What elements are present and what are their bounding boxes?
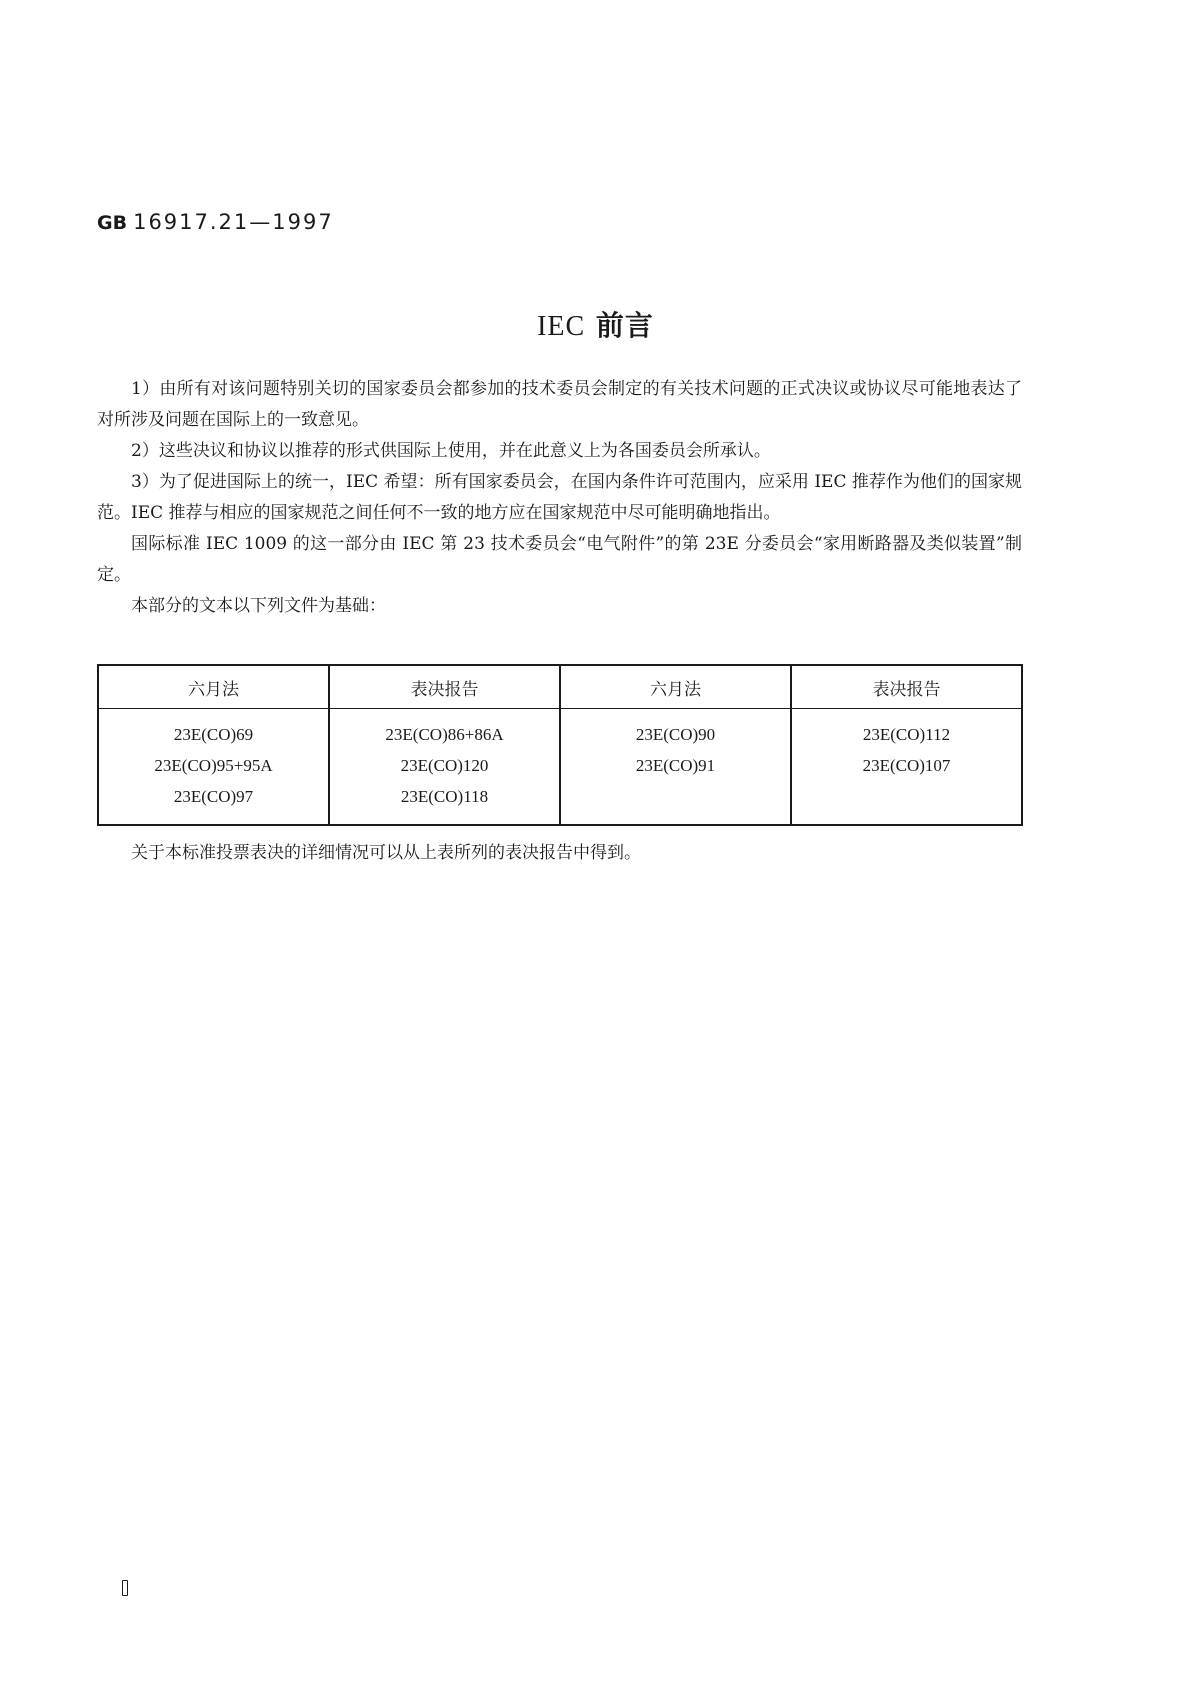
table-row bbox=[98, 709, 1022, 825]
table-cell bbox=[329, 709, 560, 825]
table-note: 关于本标准投票表决的详细情况可以从上表所列的表决报告中得到。 bbox=[131, 843, 641, 863]
paragraph-5: 本部分的文本以下列文件为基础： bbox=[131, 596, 386, 616]
document-ref: 23E(CO)95+95A bbox=[154, 756, 273, 775]
body-text bbox=[97, 374, 1022, 622]
document-ref: 23E(CO)91 bbox=[635, 756, 716, 775]
page-title bbox=[0, 304, 1191, 344]
table-cell bbox=[560, 709, 791, 825]
standard-code: 16917.21—1997 bbox=[133, 210, 334, 234]
document-ref: 23E(CO)120 bbox=[400, 756, 489, 775]
table-cell bbox=[98, 709, 329, 825]
standard-number bbox=[97, 210, 334, 234]
table-header-cell: 六月法 bbox=[560, 665, 791, 709]
title-main: 前言 bbox=[595, 309, 654, 342]
table-cell bbox=[791, 709, 1022, 825]
document-ref: 23E(CO)107 bbox=[862, 756, 951, 775]
paragraph-1: 1）由所有对该问题特别关切的国家委员会都参加的技术委员会制定的有关技术问题的正式决议或协议尽可能地表达了对所涉及问题在国际上的一致意见。 bbox=[97, 379, 1022, 430]
document-ref: 23E(CO)86+86A bbox=[385, 725, 504, 744]
table-header-row bbox=[98, 665, 1022, 709]
document-ref: 23E(CO)112 bbox=[862, 725, 951, 744]
document-ref: 23E(CO)69 bbox=[173, 725, 254, 744]
paragraph-4: 国际标准 IEC 1009 的这一部分由 IEC 第 23 技术委员会“电气附件”的第 23E 分委员会“家用断路器及类似装置”制定。 bbox=[97, 534, 1022, 585]
title-prefix: IEC bbox=[537, 311, 586, 342]
paragraph-2: 2）这些决议和协议以推荐的形式供国际上使用，并在此意义上为各国委员会所承认。 bbox=[131, 441, 771, 461]
table-header-cell: 表决报告 bbox=[329, 665, 560, 709]
gb-prefix: GB bbox=[97, 212, 128, 234]
table-header-cell: 表决报告 bbox=[791, 665, 1022, 709]
document-ref: 23E(CO)97 bbox=[173, 787, 254, 806]
document-ref: 23E(CO)118 bbox=[400, 787, 489, 806]
paragraph-3: 3）为了促进国际上的统一，IEC 希望：所有国家委员会，在国内条件许可范围内，应采用 IEC 推荐作为他们的国家规范。IEC 推荐与相应的国家规范之间任何不一致的地方应在国家规范中尽可能明确地指出。 bbox=[97, 472, 1022, 523]
document-ref: 23E(CO)90 bbox=[635, 725, 716, 744]
page-number-mark bbox=[122, 1580, 128, 1596]
table-header-cell: 六月法 bbox=[98, 665, 329, 709]
documents-table bbox=[97, 664, 1023, 826]
